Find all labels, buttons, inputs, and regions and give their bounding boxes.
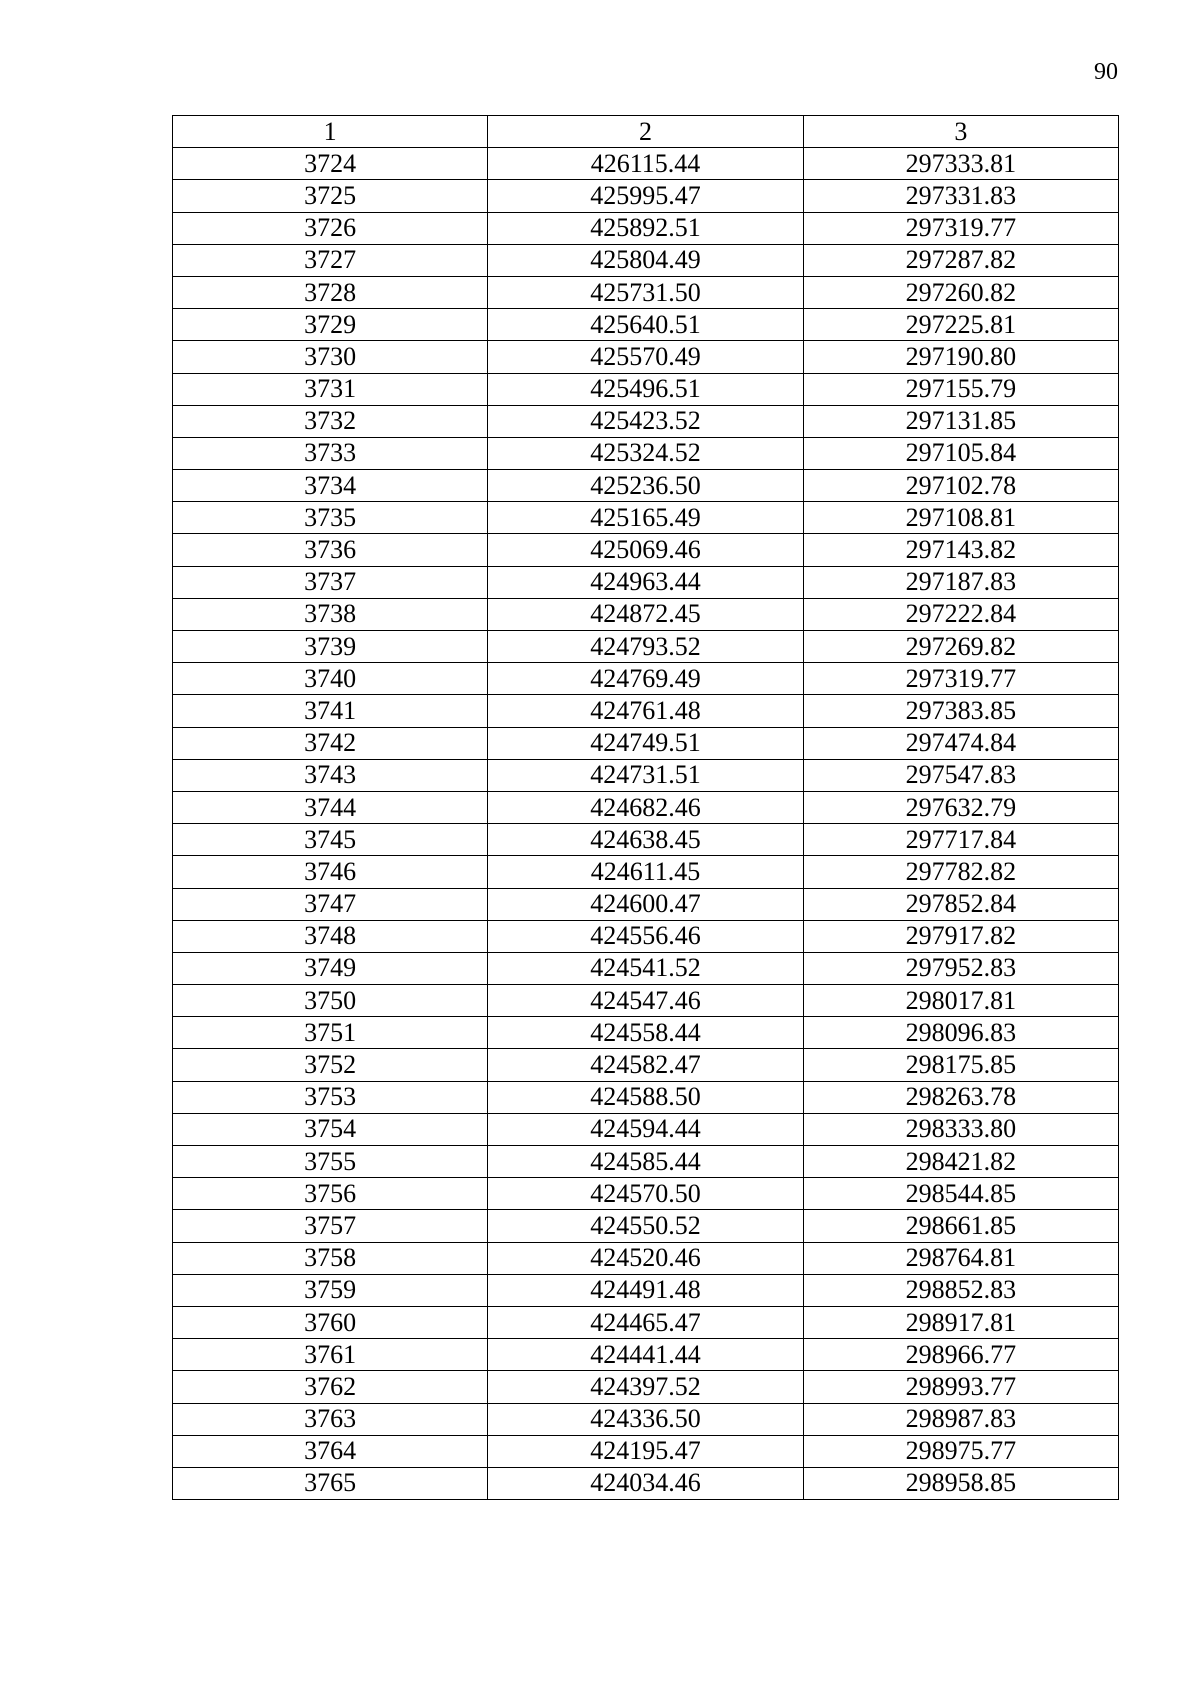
point-number-cell: 3745 xyxy=(173,824,488,856)
point-number-cell: 3764 xyxy=(173,1435,488,1467)
coordinate-y-cell: 297143.82 xyxy=(803,534,1118,566)
table-row xyxy=(173,1146,1119,1178)
point-number-cell: 3759 xyxy=(173,1274,488,1306)
coordinate-y-cell: 298966.77 xyxy=(803,1339,1118,1371)
coordinate-x-cell: 424588.50 xyxy=(488,1081,803,1113)
point-number-cell: 3749 xyxy=(173,952,488,984)
table-row xyxy=(173,791,1119,823)
coordinate-x-cell: 424520.46 xyxy=(488,1242,803,1274)
point-number-cell: 3739 xyxy=(173,631,488,663)
table-row xyxy=(173,373,1119,405)
coordinate-x-cell: 424397.52 xyxy=(488,1371,803,1403)
coordinate-x-cell: 424600.47 xyxy=(488,888,803,920)
point-number-cell: 3755 xyxy=(173,1146,488,1178)
table-row xyxy=(173,1435,1119,1467)
coordinate-y-cell: 297383.85 xyxy=(803,695,1118,727)
point-number-cell: 3760 xyxy=(173,1306,488,1338)
coordinate-x-cell: 424594.44 xyxy=(488,1113,803,1145)
coordinate-x-cell: 424558.44 xyxy=(488,1017,803,1049)
point-number-cell: 3738 xyxy=(173,598,488,630)
coordinate-x-cell: 424638.45 xyxy=(488,824,803,856)
coordinate-y-cell: 297331.83 xyxy=(803,180,1118,212)
coordinate-y-cell: 297131.85 xyxy=(803,405,1118,437)
table-row xyxy=(173,920,1119,952)
table-row xyxy=(173,663,1119,695)
coordinate-x-cell: 424611.45 xyxy=(488,856,803,888)
point-number-cell: 3735 xyxy=(173,502,488,534)
coordinate-x-cell: 424682.46 xyxy=(488,791,803,823)
coordinate-y-cell: 298958.85 xyxy=(803,1467,1118,1499)
table-row xyxy=(173,888,1119,920)
table-row xyxy=(173,1081,1119,1113)
point-number-cell: 3743 xyxy=(173,759,488,791)
table-row xyxy=(173,1371,1119,1403)
coordinate-y-cell: 297717.84 xyxy=(803,824,1118,856)
coordinate-x-cell: 424872.45 xyxy=(488,598,803,630)
coordinate-x-cell: 424582.47 xyxy=(488,1049,803,1081)
table-row xyxy=(173,1339,1119,1371)
point-number-cell: 3726 xyxy=(173,212,488,244)
coordinate-y-cell: 298975.77 xyxy=(803,1435,1118,1467)
point-number-cell: 3732 xyxy=(173,405,488,437)
table-row xyxy=(173,1113,1119,1145)
coordinates-table xyxy=(172,115,1119,1500)
coordinate-x-cell: 424465.47 xyxy=(488,1306,803,1338)
coordinate-y-cell: 297222.84 xyxy=(803,598,1118,630)
table-row xyxy=(173,1403,1119,1435)
point-number-cell: 3744 xyxy=(173,791,488,823)
coordinate-x-cell: 424556.46 xyxy=(488,920,803,952)
coordinate-x-cell: 425995.47 xyxy=(488,180,803,212)
table-row xyxy=(173,695,1119,727)
table-row xyxy=(173,276,1119,308)
coordinate-x-cell: 424769.49 xyxy=(488,663,803,695)
point-number-cell: 3757 xyxy=(173,1210,488,1242)
coordinate-y-cell: 297260.82 xyxy=(803,276,1118,308)
table-row xyxy=(173,244,1119,276)
point-number-cell: 3734 xyxy=(173,470,488,502)
point-number-cell: 3746 xyxy=(173,856,488,888)
table-row xyxy=(173,341,1119,373)
coordinate-y-cell: 297782.82 xyxy=(803,856,1118,888)
point-number-cell: 3751 xyxy=(173,1017,488,1049)
table-row xyxy=(173,566,1119,598)
table-row xyxy=(173,759,1119,791)
table-row xyxy=(173,631,1119,663)
table-row xyxy=(173,180,1119,212)
coordinate-x-cell: 424570.50 xyxy=(488,1178,803,1210)
point-number-cell: 3761 xyxy=(173,1339,488,1371)
coordinate-y-cell: 298993.77 xyxy=(803,1371,1118,1403)
coordinate-y-cell: 298544.85 xyxy=(803,1178,1118,1210)
coordinate-x-cell: 425640.51 xyxy=(488,309,803,341)
page-number: 90 xyxy=(1094,59,1118,85)
point-number-cell: 3731 xyxy=(173,373,488,405)
table-row xyxy=(173,470,1119,502)
point-number-cell: 3733 xyxy=(173,437,488,469)
point-number-cell: 3758 xyxy=(173,1242,488,1274)
coordinate-x-cell: 425165.49 xyxy=(488,502,803,534)
column-header-2: 2 xyxy=(488,116,803,148)
table-row xyxy=(173,856,1119,888)
coordinate-y-cell: 298263.78 xyxy=(803,1081,1118,1113)
coordinate-y-cell: 298017.81 xyxy=(803,985,1118,1017)
coordinate-y-cell: 298987.83 xyxy=(803,1403,1118,1435)
coordinate-y-cell: 298661.85 xyxy=(803,1210,1118,1242)
coordinate-y-cell: 297319.77 xyxy=(803,212,1118,244)
table-row xyxy=(173,437,1119,469)
table-row xyxy=(173,309,1119,341)
table-row xyxy=(173,1017,1119,1049)
point-number-cell: 3762 xyxy=(173,1371,488,1403)
point-number-cell: 3737 xyxy=(173,566,488,598)
coordinate-y-cell: 297108.81 xyxy=(803,502,1118,534)
table-row xyxy=(173,1467,1119,1499)
table-row xyxy=(173,1210,1119,1242)
table-row xyxy=(173,985,1119,1017)
table-row xyxy=(173,1178,1119,1210)
table-row xyxy=(173,1274,1119,1306)
coordinate-x-cell: 424195.47 xyxy=(488,1435,803,1467)
coordinate-y-cell: 297852.84 xyxy=(803,888,1118,920)
coordinate-y-cell: 298096.83 xyxy=(803,1017,1118,1049)
column-header-3: 3 xyxy=(803,116,1118,148)
coordinate-y-cell: 297333.81 xyxy=(803,148,1118,180)
point-number-cell: 3741 xyxy=(173,695,488,727)
point-number-cell: 3742 xyxy=(173,727,488,759)
table-row xyxy=(173,598,1119,630)
point-number-cell: 3752 xyxy=(173,1049,488,1081)
coordinate-y-cell: 297105.84 xyxy=(803,437,1118,469)
point-number-cell: 3740 xyxy=(173,663,488,695)
coordinate-y-cell: 297287.82 xyxy=(803,244,1118,276)
coordinate-y-cell: 298917.81 xyxy=(803,1306,1118,1338)
coordinate-x-cell: 425423.52 xyxy=(488,405,803,437)
coordinate-y-cell: 297474.84 xyxy=(803,727,1118,759)
coordinate-y-cell: 298175.85 xyxy=(803,1049,1118,1081)
table-row xyxy=(173,534,1119,566)
coordinate-x-cell: 424034.46 xyxy=(488,1467,803,1499)
coordinate-y-cell: 297269.82 xyxy=(803,631,1118,663)
coordinate-x-cell: 424761.48 xyxy=(488,695,803,727)
point-number-cell: 3750 xyxy=(173,985,488,1017)
coordinate-y-cell: 297187.83 xyxy=(803,566,1118,598)
coordinate-y-cell: 297155.79 xyxy=(803,373,1118,405)
coordinate-x-cell: 424793.52 xyxy=(488,631,803,663)
table-row xyxy=(173,212,1119,244)
coordinate-x-cell: 424585.44 xyxy=(488,1146,803,1178)
table-row xyxy=(173,148,1119,180)
point-number-cell: 3748 xyxy=(173,920,488,952)
column-header-1: 1 xyxy=(173,116,488,148)
coordinate-x-cell: 424731.51 xyxy=(488,759,803,791)
table-row xyxy=(173,1242,1119,1274)
table-row xyxy=(173,502,1119,534)
table-row xyxy=(173,1306,1119,1338)
coordinate-x-cell: 425324.52 xyxy=(488,437,803,469)
coordinate-x-cell: 424441.44 xyxy=(488,1339,803,1371)
point-number-cell: 3725 xyxy=(173,180,488,212)
coordinate-x-cell: 424491.48 xyxy=(488,1274,803,1306)
coordinate-y-cell: 297632.79 xyxy=(803,791,1118,823)
table-header-row xyxy=(173,116,1119,148)
coordinate-x-cell: 425731.50 xyxy=(488,276,803,308)
coordinate-y-cell: 298421.82 xyxy=(803,1146,1118,1178)
coordinate-y-cell: 297917.82 xyxy=(803,920,1118,952)
point-number-cell: 3727 xyxy=(173,244,488,276)
coordinate-x-cell: 424749.51 xyxy=(488,727,803,759)
point-number-cell: 3747 xyxy=(173,888,488,920)
point-number-cell: 3728 xyxy=(173,276,488,308)
point-number-cell: 3753 xyxy=(173,1081,488,1113)
coordinate-x-cell: 425804.49 xyxy=(488,244,803,276)
coordinate-x-cell: 424547.46 xyxy=(488,985,803,1017)
point-number-cell: 3754 xyxy=(173,1113,488,1145)
coordinate-y-cell: 298333.80 xyxy=(803,1113,1118,1145)
coordinate-x-cell: 425892.51 xyxy=(488,212,803,244)
point-number-cell: 3765 xyxy=(173,1467,488,1499)
point-number-cell: 3730 xyxy=(173,341,488,373)
coordinate-x-cell: 425570.49 xyxy=(488,341,803,373)
table-body xyxy=(173,148,1119,1500)
point-number-cell: 3724 xyxy=(173,148,488,180)
coordinate-x-cell: 424541.52 xyxy=(488,952,803,984)
coordinate-y-cell: 297319.77 xyxy=(803,663,1118,695)
coordinate-y-cell: 297225.81 xyxy=(803,309,1118,341)
coordinate-x-cell: 425069.46 xyxy=(488,534,803,566)
point-number-cell: 3729 xyxy=(173,309,488,341)
table-row xyxy=(173,727,1119,759)
coordinate-y-cell: 297190.80 xyxy=(803,341,1118,373)
coordinate-x-cell: 424336.50 xyxy=(488,1403,803,1435)
table-row xyxy=(173,405,1119,437)
point-number-cell: 3756 xyxy=(173,1178,488,1210)
coordinate-x-cell: 424963.44 xyxy=(488,566,803,598)
coordinate-y-cell: 297952.83 xyxy=(803,952,1118,984)
table-row xyxy=(173,952,1119,984)
point-number-cell: 3736 xyxy=(173,534,488,566)
coordinate-y-cell: 297547.83 xyxy=(803,759,1118,791)
table-row xyxy=(173,1049,1119,1081)
point-number-cell: 3763 xyxy=(173,1403,488,1435)
coordinate-x-cell: 425236.50 xyxy=(488,470,803,502)
table-header xyxy=(173,116,1119,148)
coordinate-x-cell: 425496.51 xyxy=(488,373,803,405)
coordinate-x-cell: 424550.52 xyxy=(488,1210,803,1242)
coordinate-y-cell: 297102.78 xyxy=(803,470,1118,502)
coordinate-y-cell: 298852.83 xyxy=(803,1274,1118,1306)
table-row xyxy=(173,824,1119,856)
coordinate-x-cell: 426115.44 xyxy=(488,148,803,180)
coordinate-y-cell: 298764.81 xyxy=(803,1242,1118,1274)
